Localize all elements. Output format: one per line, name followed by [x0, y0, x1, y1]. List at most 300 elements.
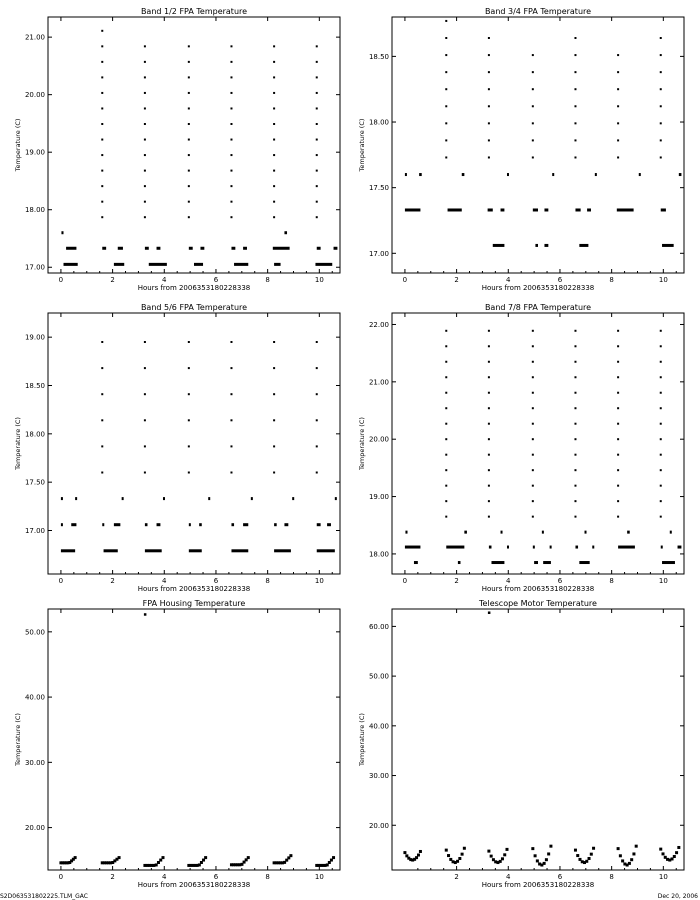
chart-title: Band 3/4 FPA Temperature [484, 7, 592, 16]
data-point [574, 156, 576, 158]
data-point [445, 849, 448, 852]
y-axis-label: Temperature (C) [358, 417, 366, 470]
data-point [101, 201, 103, 203]
data-segment [274, 523, 277, 526]
data-point [617, 330, 619, 332]
data-point [144, 107, 146, 109]
data-point [660, 361, 662, 363]
data-point [488, 376, 490, 378]
data-point [532, 345, 534, 347]
data-point [101, 30, 103, 32]
data-point [532, 71, 534, 73]
data-point [499, 860, 502, 863]
x-tick-label: 0 [402, 276, 408, 284]
data-point [549, 845, 552, 848]
data-segment [544, 244, 548, 247]
data-point [532, 54, 534, 56]
data-point [188, 201, 190, 203]
data-segment [61, 497, 63, 500]
plot-frame [48, 17, 340, 273]
data-point [273, 170, 275, 172]
data-segment [157, 247, 161, 250]
data-segment [194, 263, 203, 266]
x-axis-label: Hours from 2006353180228338 [481, 881, 595, 889]
data-point [532, 361, 534, 363]
data-point [230, 170, 232, 172]
data-point [501, 857, 504, 860]
y-tick-label: 30.00 [24, 758, 45, 767]
y-tick-label: 18.00 [368, 550, 389, 559]
data-segment [507, 173, 509, 176]
data-point [415, 856, 418, 859]
x-tick-label: 2 [110, 873, 115, 881]
data-point [532, 105, 534, 107]
data-segment [243, 247, 247, 250]
data-outlier [144, 613, 147, 616]
data-segment [661, 546, 663, 549]
data-point [445, 330, 447, 332]
x-tick-label: 4 [162, 276, 167, 284]
data-segment [507, 546, 509, 549]
data-point [144, 154, 146, 156]
data-point [488, 407, 490, 409]
data-point [532, 500, 534, 502]
data-point [617, 438, 619, 440]
x-tick-label: 6 [557, 276, 563, 284]
data-point [574, 105, 576, 107]
data-point [316, 472, 318, 474]
data-point [660, 516, 662, 518]
data-point [660, 105, 662, 107]
data-point [101, 216, 103, 218]
data-point [659, 848, 662, 851]
y-axis-label: Temperature (C) [358, 713, 366, 766]
data-segment [200, 247, 204, 250]
data-point [621, 859, 624, 862]
data-segment [61, 523, 63, 526]
data-point [101, 419, 103, 421]
data-point [574, 407, 576, 409]
data-point [144, 445, 146, 447]
chart-title: Band 7/8 FPA Temperature [484, 303, 592, 312]
x-tick-label: 6 [557, 577, 563, 585]
data-point [230, 341, 232, 343]
data-point [532, 423, 534, 425]
data-point [617, 407, 619, 409]
data-point [488, 139, 490, 141]
data-segment [679, 173, 682, 176]
data-point [488, 37, 490, 39]
data-point [617, 516, 619, 518]
data-point [273, 472, 275, 474]
data-point [660, 345, 662, 347]
data-point [617, 345, 619, 347]
data-point [101, 341, 103, 343]
data-point [463, 847, 466, 850]
y-tick-label: 18.50 [368, 52, 389, 61]
data-segment [157, 523, 161, 526]
data-point [230, 419, 232, 421]
data-point [532, 122, 534, 124]
data-point [585, 860, 588, 863]
data-point [101, 154, 103, 156]
data-point [532, 392, 534, 394]
data-point [101, 367, 103, 369]
data-point [532, 139, 534, 141]
data-point [488, 438, 490, 440]
data-segment [617, 208, 634, 211]
chart-title: Telescope Motor Temperature [479, 599, 597, 608]
data-point [445, 500, 447, 502]
data-point [273, 419, 275, 421]
data-segment [75, 497, 77, 500]
x-tick-label: 10 [314, 873, 324, 881]
plot-frame [48, 609, 340, 870]
data-segment [145, 523, 148, 526]
data-point [574, 37, 576, 39]
data-point [660, 330, 662, 332]
data-point [445, 361, 447, 363]
data-point [505, 848, 508, 851]
x-tick-label: 6 [213, 276, 219, 284]
x-tick-label: 8 [609, 276, 614, 284]
data-segment [64, 263, 78, 266]
data-point [316, 341, 318, 343]
chart-panel-5 [14, 599, 340, 889]
data-point [188, 170, 190, 172]
data-point [101, 170, 103, 172]
data-point [543, 862, 546, 865]
data-point [545, 858, 548, 861]
data-point [316, 61, 318, 63]
data-point [617, 500, 619, 502]
y-tick-label: 19.00 [24, 333, 45, 342]
data-point [188, 92, 190, 94]
data-point [144, 139, 146, 141]
data-point [632, 852, 635, 855]
x-tick-label: 2 [454, 276, 459, 284]
data-segment [104, 549, 118, 552]
data-segment [662, 244, 674, 247]
data-point [536, 859, 539, 862]
data-point [617, 361, 619, 363]
data-segment [199, 523, 202, 526]
data-point [447, 854, 450, 857]
data-point [532, 407, 534, 409]
data-segment [534, 561, 538, 564]
data-segment [189, 523, 191, 526]
data-segment [273, 247, 290, 250]
data-point [230, 123, 232, 125]
data-point [660, 156, 662, 158]
data-point [488, 485, 490, 487]
data-point [101, 472, 103, 474]
data-point [660, 88, 662, 90]
x-tick-label: 4 [162, 873, 167, 881]
x-tick-label: 10 [658, 577, 668, 585]
data-segment [661, 208, 666, 211]
data-point [574, 454, 576, 456]
data-segment [71, 523, 76, 526]
data-point [273, 139, 275, 141]
data-point [273, 393, 275, 395]
data-segment [114, 523, 120, 526]
data-segment [284, 231, 287, 234]
data-segment [189, 549, 202, 552]
data-point [144, 185, 146, 187]
chart-panel-1 [14, 7, 340, 292]
data-outlier [488, 611, 491, 614]
data-point [531, 847, 534, 850]
data-point [488, 105, 490, 107]
data-point [445, 392, 447, 394]
data-point [445, 438, 447, 440]
data-point [101, 45, 103, 47]
data-point [316, 419, 318, 421]
data-point [617, 71, 619, 73]
data-segment [118, 247, 123, 250]
data-point [144, 61, 146, 63]
data-segment [592, 546, 594, 549]
chart-panel-4 [358, 303, 684, 593]
data-point [532, 454, 534, 456]
x-tick-label: 6 [213, 873, 219, 881]
data-point [230, 367, 232, 369]
data-point [188, 185, 190, 187]
x-axis-label: Hours from 2006353180228338 [137, 881, 251, 889]
data-point [574, 71, 576, 73]
data-point [188, 45, 190, 47]
data-point [532, 438, 534, 440]
x-tick-label: 2 [454, 577, 459, 585]
data-point [230, 185, 232, 187]
x-axis-label: Hours from 2006353180228338 [137, 284, 251, 292]
data-point [273, 201, 275, 203]
data-point [660, 54, 662, 56]
x-tick-label: 2 [110, 577, 115, 585]
data-segment [274, 549, 291, 552]
data-point [488, 71, 490, 73]
data-point [574, 392, 576, 394]
data-point [188, 341, 190, 343]
data-point [456, 860, 459, 863]
data-segment [458, 561, 461, 564]
data-segment [446, 546, 464, 549]
data-point [635, 845, 638, 848]
data-point [316, 201, 318, 203]
data-point [188, 419, 190, 421]
data-point [488, 361, 490, 363]
data-segment [405, 173, 407, 176]
data-point [617, 54, 619, 56]
y-tick-label: 60.00 [368, 622, 389, 631]
data-segment [335, 497, 337, 500]
data-point [660, 71, 662, 73]
data-point [230, 92, 232, 94]
data-point [144, 201, 146, 203]
data-segment [61, 549, 75, 552]
data-point [445, 469, 447, 471]
data-segment [102, 247, 106, 250]
data-segment [231, 549, 248, 552]
y-tick-label: 40.00 [368, 722, 389, 731]
data-point [403, 851, 406, 854]
y-tick-label: 30.00 [368, 772, 389, 781]
data-point [660, 376, 662, 378]
data-point [675, 851, 678, 854]
data-point [660, 139, 662, 141]
data-segment [543, 561, 551, 564]
data-point [532, 330, 534, 332]
plot-frame [392, 609, 684, 870]
x-tick-label: 10 [658, 276, 668, 284]
data-point [488, 54, 490, 56]
data-point [188, 61, 190, 63]
data-point [660, 469, 662, 471]
data-segment [274, 263, 280, 266]
y-tick-label: 19.00 [24, 148, 45, 157]
y-tick-label: 22.00 [368, 320, 389, 329]
data-point [488, 454, 490, 456]
data-point [161, 856, 164, 859]
data-point [445, 423, 447, 425]
data-segment [231, 523, 234, 526]
data-point [144, 45, 146, 47]
x-tick-label: 8 [265, 276, 270, 284]
data-segment [317, 247, 321, 250]
data-point [488, 516, 490, 518]
data-segment [243, 523, 248, 526]
data-point [660, 438, 662, 440]
data-point [144, 123, 146, 125]
y-tick-label: 17.00 [368, 249, 389, 258]
data-point [534, 854, 537, 857]
y-tick-label: 17.00 [24, 263, 45, 272]
data-point [617, 454, 619, 456]
data-point [445, 516, 447, 518]
data-point [289, 854, 292, 857]
x-tick-label: 4 [506, 873, 511, 881]
data-point [101, 76, 103, 78]
x-tick-label: 4 [162, 577, 167, 585]
data-point [547, 852, 550, 855]
data-point [230, 139, 232, 141]
y-tick-label: 40.00 [24, 693, 45, 702]
x-tick-label: 2 [454, 873, 459, 881]
data-point [445, 454, 447, 456]
data-point [660, 392, 662, 394]
data-point [574, 500, 576, 502]
x-tick-label: 8 [265, 873, 270, 881]
data-point [532, 88, 534, 90]
data-segment [66, 247, 76, 250]
data-point [617, 423, 619, 425]
data-point [230, 107, 232, 109]
data-point [574, 88, 576, 90]
x-tick-label: 10 [314, 276, 324, 284]
y-tick-label: 50.00 [368, 672, 389, 681]
data-segment [145, 549, 162, 552]
data-segment [493, 244, 505, 247]
data-point [144, 216, 146, 218]
chart-panel-6 [358, 599, 684, 889]
data-point [488, 330, 490, 332]
data-point [574, 849, 577, 852]
data-point [503, 853, 506, 856]
data-segment [585, 531, 587, 534]
data-point [445, 376, 447, 378]
footer-date: Dec 20, 2006 [657, 893, 698, 900]
data-point [316, 107, 318, 109]
data-point [230, 216, 232, 218]
data-point [273, 216, 275, 218]
x-tick-label: 6 [213, 577, 219, 585]
data-point [445, 122, 447, 124]
data-point [660, 37, 662, 39]
data-point [574, 345, 576, 347]
x-tick-label: 6 [557, 873, 563, 881]
x-tick-label: 0 [402, 577, 408, 585]
data-point [574, 469, 576, 471]
data-point [188, 393, 190, 395]
data-segment [552, 173, 554, 176]
y-tick-label: 17.50 [368, 184, 389, 193]
data-segment [575, 546, 578, 549]
data-point [445, 88, 447, 90]
data-segment [618, 546, 635, 549]
data-point [273, 123, 275, 125]
data-point [101, 61, 103, 63]
data-segment [315, 263, 332, 266]
data-point [230, 472, 232, 474]
data-point [316, 445, 318, 447]
data-point [230, 154, 232, 156]
data-point [144, 170, 146, 172]
data-segment [595, 173, 597, 176]
y-tick-label: 18.00 [24, 430, 45, 439]
data-segment [122, 497, 124, 500]
data-point [188, 445, 190, 447]
data-point [273, 341, 275, 343]
data-segment [491, 561, 504, 564]
data-point [574, 139, 576, 141]
data-point [316, 185, 318, 187]
data-segment [419, 173, 422, 176]
data-point [445, 156, 447, 158]
data-segment [670, 531, 672, 534]
y-tick-label: 20.00 [24, 91, 45, 100]
data-point [188, 216, 190, 218]
data-point [574, 330, 576, 332]
y-tick-label: 20.00 [368, 821, 389, 830]
data-segment [102, 523, 104, 526]
data-segment [114, 263, 124, 266]
data-point [273, 61, 275, 63]
data-point [673, 855, 676, 858]
data-segment [61, 231, 63, 234]
data-point [74, 856, 77, 859]
data-segment [292, 497, 294, 500]
data-point [617, 88, 619, 90]
data-segment [251, 497, 253, 500]
data-point [532, 469, 534, 471]
data-segment [405, 546, 421, 549]
data-point [230, 201, 232, 203]
data-point [574, 376, 576, 378]
data-segment [231, 247, 235, 250]
data-point [273, 367, 275, 369]
x-tick-label: 10 [314, 577, 324, 585]
